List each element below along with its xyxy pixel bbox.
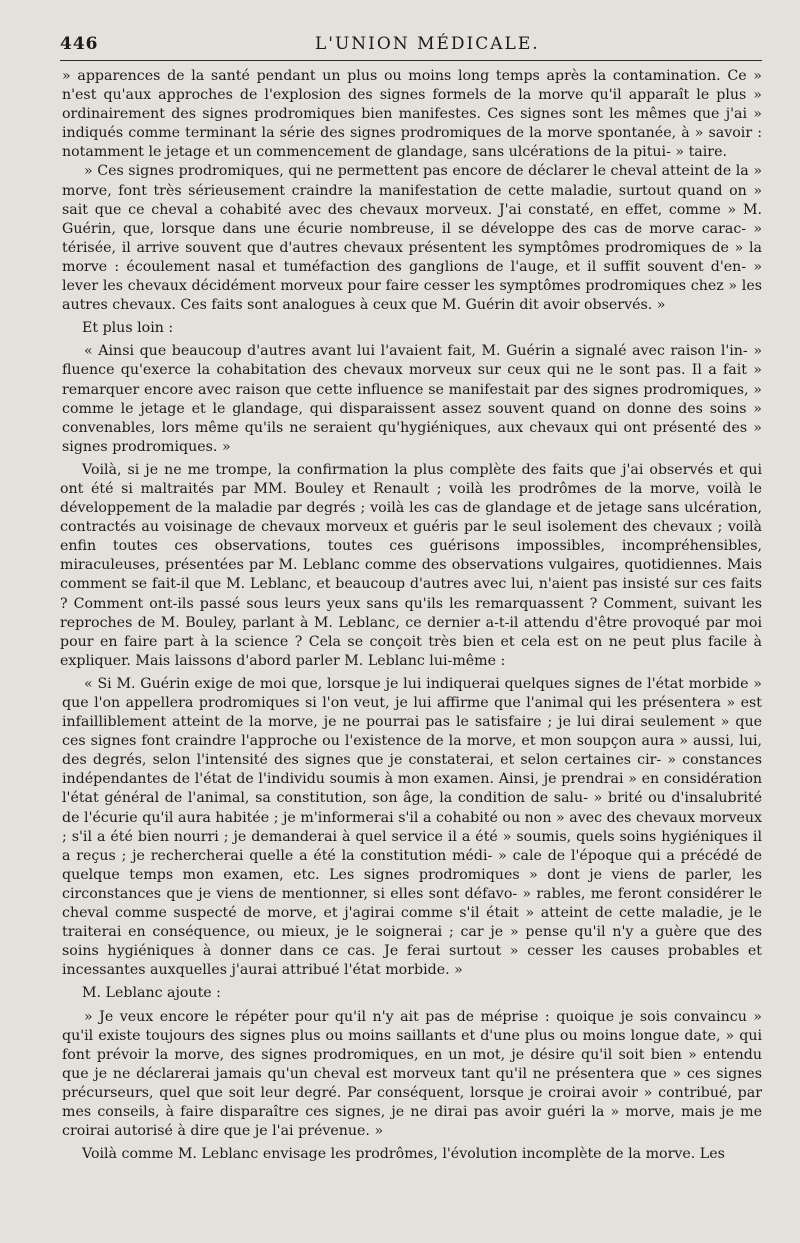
page-number: 446 (60, 34, 99, 54)
page-header (60, 30, 762, 61)
quote-paragraph-3: « Ainsi que beaucoup d'autres avant lui l'avaient fait, M. Guérin a signalé avec raison l'in- » fluence qu'exerce la cohabitation des chevaux morveux sur ceux qui ne le sont pas. Il a fait » remarquer encore avec raison que cette influence se manifestait par des signes prodromiques, » comme le jetage et le glandage, qui disparaissent assez souvent quand on donne des soins » convenables, lors même qu'ils ne seraient qu'hygiéniques, aux chevaux qui ont présenté des » signes prodromiques. » (62, 343, 762, 455)
quote-paragraph-4: « Si M. Guérin exige de moi que, lorsque je lui indiquerai quelques signes de l'état morbide » que l'on appellera prodromiques si l'on veut, je lui affirme que l'animal qui les présentera » est infailliblement atteint de la morve, je ne pourrai pas le satisfaire ; je lui dirai seulement » que ces signes font craindre l'approche ou l'existence de la morve, et mon soupçon aura » aussi, lui, des degrés, selon l'intensité des signes que je constaterai, et selon certaines cir- » constances indépendantes de l'état de l'individu soumis à mon examen. Ainsi, je prendrai » en considération l'état général de l'animal, sa constitution, son âge, la condition de salu- » brité ou d'insalubrité de l'écurie qu'il aura habitée ; je m'informerai s'il a cohabité ou non » avec des chevaux morveux ; s'il a été bien nourri ; je demanderai à quel service il a été » soumis, quels soins hygiéniques il a reçus ; je rechercherai quelle a été la constitution médi- » cale de l'époque qui a précédé de quelque temps mon examen, etc. Les signes prodromiques » dont je viens de parler, les circonstances que je viens de mentionner, si elles sont défavo- » rables, me feront considérer le cheval comme suspecté de morve, et j'agirai comme s'il était » atteint de cette maladie, je le traiterai en conséquence, ou mieux, je le soignerai ; car je » pense qu'il n'y a guère que des soins hygiéniques à donner dans ce cas. Je ferai surtout » cesser les causes probables et incessantes auxquelles j'aurai attribué l'état morbide. » (62, 675, 762, 979)
paragraph-voila: Voilà, si je ne me trompe, la confirmation la plus complète des faits que j'ai observés et qui ont été si maltraités par MM. Bouley et Renault ; voilà les prodrômes de la morve, voilà le développement de la maladie par degrés ; voilà les cas de glandage et de jetage sans ulcération, contractés au voisinage de chevaux morveux et guéris par le seul isolement des chevaux ; voilà enfin toutes ces observations, toutes ces guérisons impossibles, incompréhensibles, miraculeuses, présentées par M. Leblanc comme des observations vulgaires, quotidiennes. Mais comment se fait-il que M. Leblanc, et beaucoup d'autres avec lui, n'aient pas insisté sur ces faits ? Comment ont-ils passé sous leurs yeux sans qu'ils les remarquassent ? Comment, suivant les reproches de M. Bouley, parlant à M. Leblanc, ce dernier a-t-il attendu d'être provoqué par moi pour en faire part à la science ? Cela se conçoit très bien et cela est on ne peut plus facile à expliquer. Mais laissons d'abord parler M. Leblanc lui-même : (60, 461, 762, 669)
quote-paragraph-5: » Je veux encore le répéter pour qu'il n'y ait pas de méprise : quoique je sois convaincu » qu'il existe toujours des signes plus ou moins saillants et d'une plus ou moins longue date, » qui font prévoir la morve, des signes prodromiques, en un mot, je désire qu'il soit bien » entendu que je ne déclarerai jamais qu'un cheval est morveux tant qu'il ne présentera que » ces signes précurseurs, quel que soit leur degré. Par conséquent, lorsque je croirai avoir » contribué, par mes conseils, à faire disparaître ces signes, je ne dirai pas avoir guéri la » morve, mais je me croirai autorisé à dire que je l'ai prévenue. » (62, 1008, 762, 1140)
paragraph-final: Voilà comme M. Leblanc envisage les prodrômes, l'évolution incomplète de la morve. Les (82, 1146, 725, 1163)
paragraph-et-plus-loin: Et plus loin : (82, 320, 174, 337)
paragraph-leblanc-ajoute: M. Leblanc ajoute : (82, 985, 221, 1002)
quote-paragraph-1: » apparences de la santé pendant un plus ou moins long temps après la contamination. Ce » n'est qu'aux approches de l'explosion des signes formels de la morve qu'il apparaît le plus » ordinairement des signes prodromiques bien manifestes. Ces signes sont les mêmes que j'ai » indiqués comme terminant la série des signes prodromiques de la morve spontanée, à » savoir : notamment le jetage et un commencement de glandage, sans ulcérations de la pitui- » taire. (62, 68, 762, 161)
quote-paragraph-2: » Ces signes prodromiques, qui ne permettent pas encore de déclarer le cheval atteint de la » morve, font très sérieusement craindre la manifestation de cette maladie, surtout quand on » sait que ce cheval a cohabité avec des chevaux morveux. J'ai constaté, en effet, comme » M. Guérin, que, lorsque dans une écurie nombreuse, il se développe des cas de morve carac- » térisée, il arrive souvent que d'autres chevaux présentent les symptômes prodromiques de » la morve : écoulement nasal et tuméfaction des ganglions de l'auge, et il suffit souvent d'en- » lever les chevaux décidément morveux pour faire cesser les symptômes prodromiques chez » les autres chevaux. Ces faits sont analogues à ceux que M. Guérin dit avoir observés. » (62, 163, 762, 314)
body-text (60, 67, 762, 1164)
running-title: L'UNION MÉDICALE. (315, 34, 540, 54)
